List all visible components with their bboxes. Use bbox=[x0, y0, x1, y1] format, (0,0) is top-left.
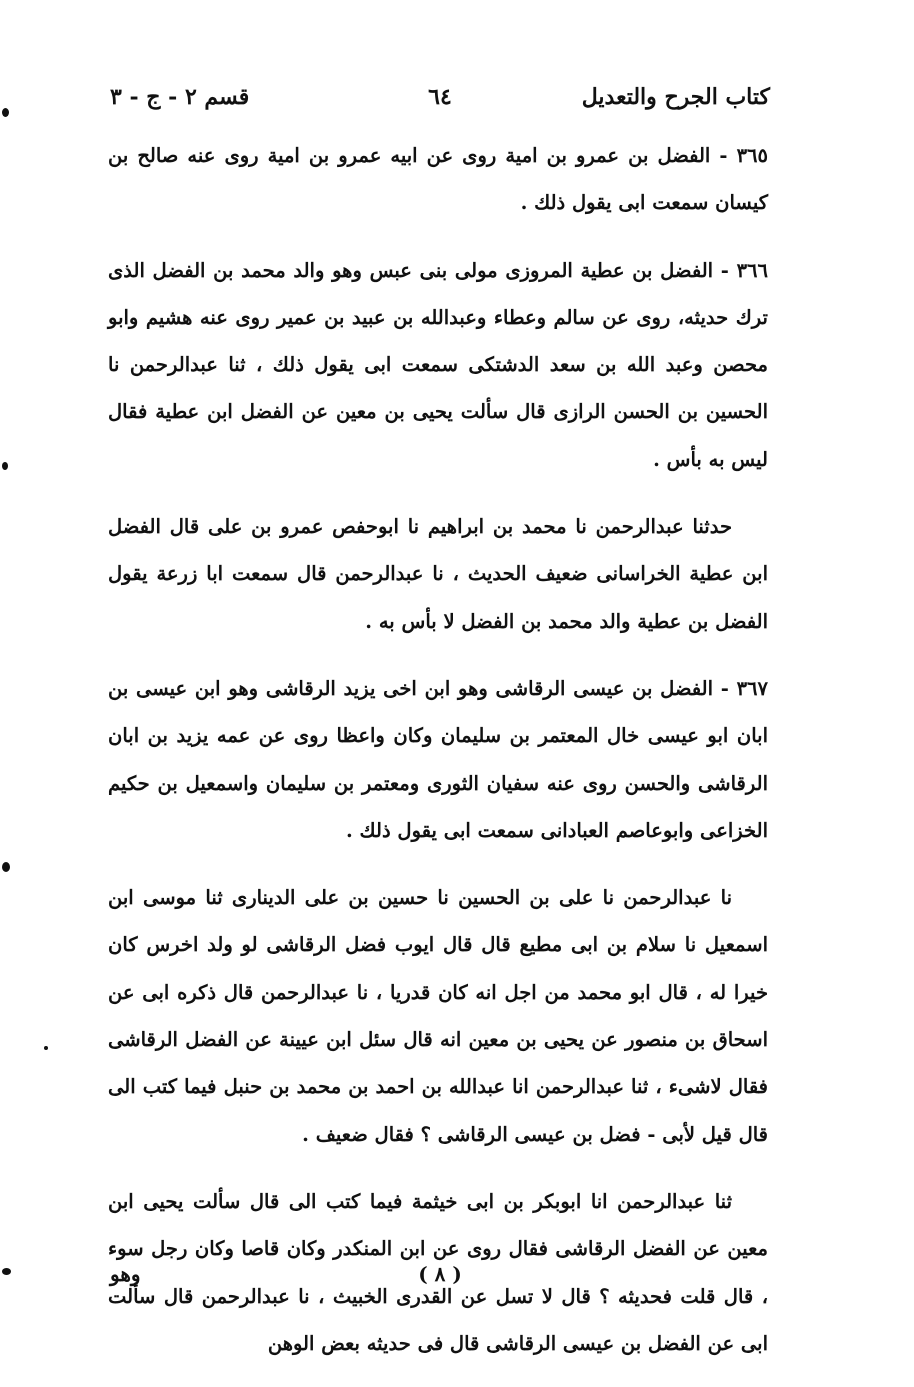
entry-367: ٣٦٧ - الفضل بن عيسى الرقاشى وهو ابن اخى يزيد الرقاشى وهو ابن عيسى بن ابان ابو عيسى خال المعتمر بن سليمان وكان واعظا روى عن عمه يزيد بن ابان الرقاشى والحسن روى عنه سفيان الثورى ومعتمر بن سليمان واسمعيل بن حكيم الخزاعى وابوعاصم العبادانى سمعت ابى يقول ذلك . bbox=[108, 676, 768, 842]
scan-speck bbox=[2, 462, 8, 470]
scan-speck bbox=[2, 862, 10, 872]
signature-mark: ( ٨ ) bbox=[418, 1262, 462, 1286]
entry-365: ٣٦٥ - الفضل بن عمرو بن امية روى عن ابيه عمرو بن امية روى عنه صالح بن كيسان سمعت ابى يقول ذلك . bbox=[108, 144, 768, 215]
scan-speck bbox=[2, 1268, 11, 1275]
part-volume-label: قسم ٢ - ج - ٣ bbox=[110, 84, 250, 110]
page-body bbox=[108, 132, 768, 1387]
scan-speck bbox=[2, 108, 9, 117]
page-header bbox=[110, 80, 770, 120]
page-number: ٦٤ bbox=[428, 84, 452, 110]
entry-366: ٣٦٦ - الفضل بن عطية المروزى مولى بنى عبس وهو والد محمد بن الفضل الذى ترك حديثه، روى عن سالم وعطاء وعبدالله بن عبيد بن عمير روى عنه هشيم وابو محصن وعبد الله بن سعد الدشتكى سمعت ابى يقول ذلك ، ثنا عبدالرحمن نا الحسين بن الحسن الرازى قال سألت يحيى بن معين عن الفضل ابن عطية فقال ليس به بأس . bbox=[108, 258, 768, 471]
page-footer bbox=[110, 1262, 770, 1302]
entry-367-narration-1: نا عبدالرحمن نا على بن الحسين نا حسين بن على الدينارى ثنا موسى ابن اسمعيل نا سلام بن ابى مطيع قال قال ايوب فضل الرقاشى لو ولد اخرس كان خيرا له ، قال ابو محمد من اجل انه كان قدريا ، نا عبدالرحمن قال ذكره ابى عن اسحاق بن منصور عن يحيى بن معين انه قال سئل ابن عيينة عن الفضل الرقاشى فقال لاشىء ، ثنا عبدالرحمن انا عبدالله بن احمد بن محمد بن حنبل فيما كتب الى قال قيل لأبى - فضل بن عيسى الرقاشى ؟ فقال ضعيف . bbox=[108, 886, 768, 1146]
book-title: كتاب الجرح والتعديل bbox=[581, 84, 770, 110]
entry-366-continued: حدثنا عبدالرحمن نا محمد بن ابراهيم نا ابوحفص عمرو بن على قال الفضل ابن عطية الخراسانى ضعيف الحديث ، نا عبدالرحمن قال سمعت ابا زرعة يقول الفضل بن عطية والد محمد بن الفضل لا بأس به . bbox=[108, 515, 768, 633]
entry-367-narration-2: ثنا عبدالرحمن انا ابوبكر بن ابى خيثمة فيما كتب الى قال سألت يحيى ابن معين عن الفضل الرقاشى فقال روى عن ابن المنكدر وكان قاصا وكان رجل سوء ، قال قلت فحديثه ؟ قال لا تسل عن القدرى الخبيث ، نا عبدالرحمن قال سألت ابى عن الفضل بن عيسى الرقاشى قال فى حديثه بعض الوهن bbox=[108, 1189, 768, 1355]
catchword: وهو bbox=[110, 1262, 141, 1286]
scan-speck bbox=[44, 1046, 48, 1050]
